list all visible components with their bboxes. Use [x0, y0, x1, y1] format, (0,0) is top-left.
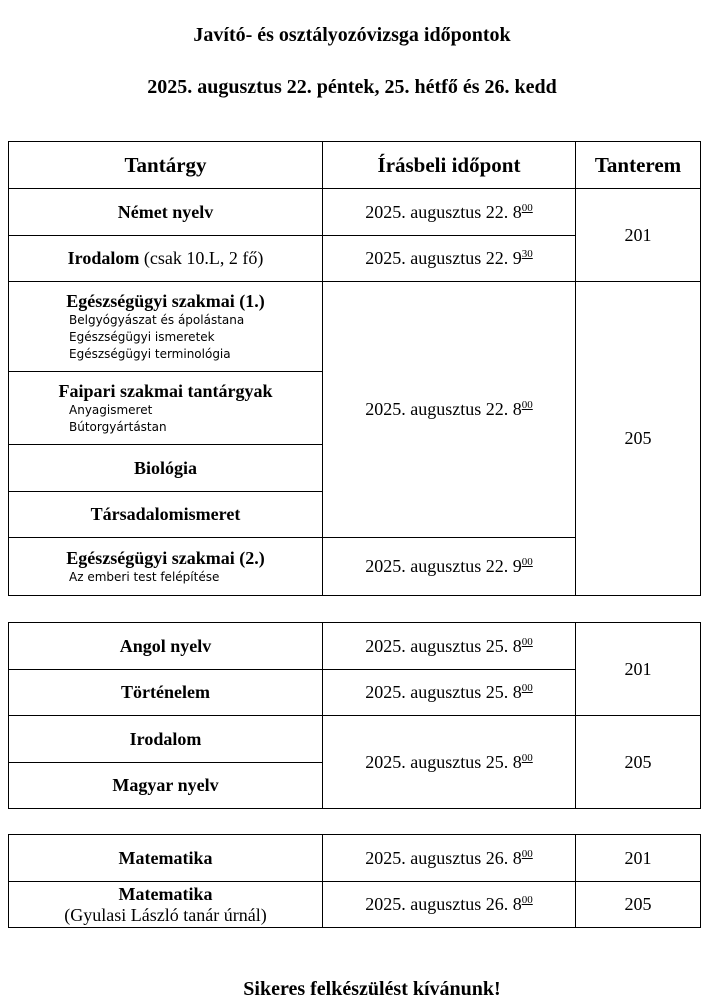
date-cell: 2025. augusztus 25. $8^{00}$: [323, 670, 576, 716]
subject-cell: Matematika: [9, 835, 323, 882]
table-row: [9, 623, 701, 670]
schedule-table-aug26: [8, 834, 701, 928]
table-row: [9, 882, 701, 928]
date-cell: 2025. augusztus 22. $8^{00}$: [323, 189, 576, 236]
date-cell: 2025. augusztus 22. $9^{00}$: [323, 538, 576, 596]
column-header-subject: Tantárgy: [9, 142, 323, 189]
subject-cell: Társadalomismeret: [9, 492, 323, 538]
schedule-table-aug25: [8, 622, 701, 809]
table-row: [9, 282, 701, 372]
room-cell: 205: [576, 282, 701, 596]
date-cell: 2025. augusztus 25. $8^{00}$: [323, 623, 576, 670]
subject-cell: Egészségügyi szakmai (1.) Belgyógyászat és ápolástana Egészségügyi ismeretek Egészségügyi terminológia: [9, 282, 323, 372]
column-header-room: Tanterem: [576, 142, 701, 189]
date-cell: 2025. augusztus 26. $8^{00}$: [323, 882, 576, 928]
subject-cell: Irodalom (csak 10.L, 2 fő): [9, 236, 323, 282]
date-cell: 2025. augusztus 22. $8^{00}$: [323, 282, 576, 538]
table-header-row: [9, 142, 701, 189]
page-subtitle: 2025. augusztus 22. péntek, 25. hétfő és 26. kedd: [147, 76, 557, 98]
page-title: Javító- és osztályozóvizsga időpontok: [193, 24, 511, 46]
room-cell: 201: [576, 835, 701, 882]
room-cell: 205: [576, 716, 701, 809]
room-cell: 201: [576, 623, 701, 716]
subject-cell: Egészségügyi szakmai (2.) Az emberi test felépítése: [9, 538, 323, 596]
schedule-table-aug22: [8, 141, 701, 596]
date-cell: 2025. augusztus 22. $9^{30}$: [323, 236, 576, 282]
table-row: [9, 835, 701, 882]
table-row: [9, 189, 701, 236]
subject-cell: Irodalom: [9, 716, 323, 763]
subject-cell: Biológia: [9, 445, 323, 492]
closing-message: Sikeres felkészülést kívánunk!: [243, 978, 501, 1000]
subject-cell: Történelem: [9, 670, 323, 716]
column-header-written: Írásbeli időpont: [323, 142, 576, 189]
table-row: [9, 716, 701, 763]
room-cell: 205: [576, 882, 701, 928]
subject-cell: Angol nyelv: [9, 623, 323, 670]
subject-cell: Faipari szakmai tantárgyak Anyagismeret Bútorgyártástan: [9, 372, 323, 445]
subject-cell: Magyar nyelv: [9, 763, 323, 809]
room-cell: 201: [576, 189, 701, 282]
date-cell: 2025. augusztus 26. $8^{00}$: [323, 835, 576, 882]
subject-cell: Német nyelv: [9, 189, 323, 236]
date-cell: 2025. augusztus 25. $8^{00}$: [323, 716, 576, 809]
subject-cell: Matematika (Gyulasi László tanár úrnál): [9, 882, 323, 928]
